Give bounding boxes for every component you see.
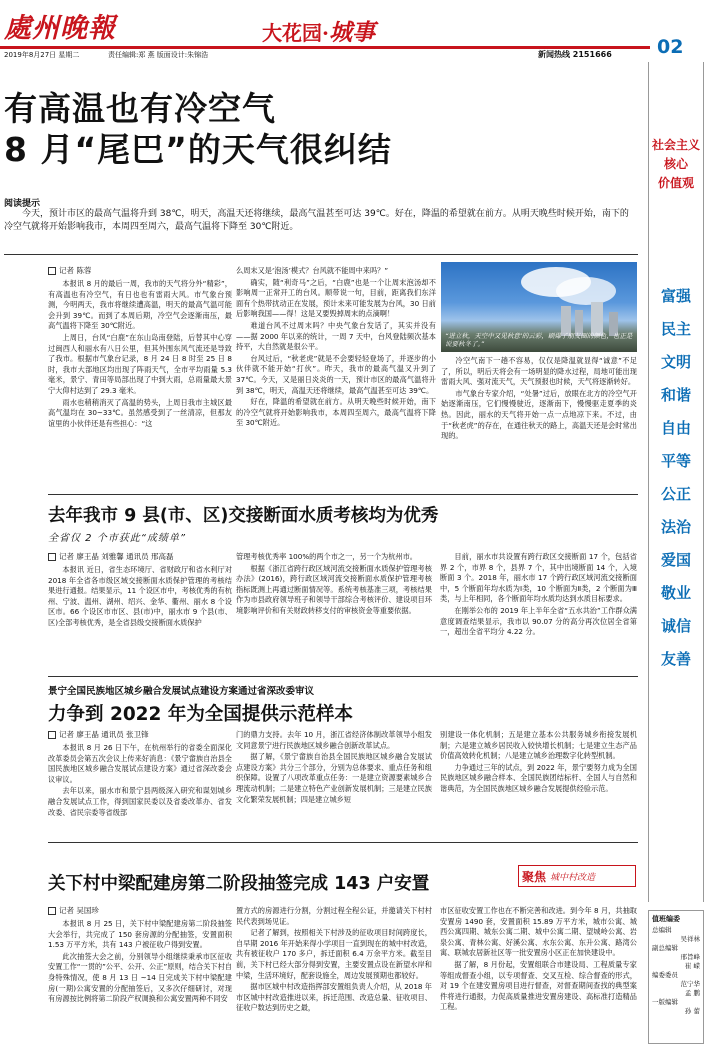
lead-headline	[4, 88, 624, 170]
byline-box-icon	[48, 907, 56, 915]
section-sub: 城事	[328, 19, 375, 46]
value-word: 自由	[660, 419, 691, 437]
story3-c2-p1: 门的鼎力支持。去年 10 月，浙江省经济体制改革领导小组发文同意景宁进行民族地区城乡融合创新改革试点。	[236, 730, 432, 750]
story2-c3-p1: 目前，丽水市共设置有跨行政区交接断面 17 个，包括省界 2 个，市界 8 个，县界 7 个，其中出境断面 14 个，入境断面 3 个。2018 年，丽水市 17 个跨行政区域河流交接断面中，5 个断面年均水质为Ⅰ类，10 个断面为Ⅱ类，2 个断面为Ⅲ类，与上年相同，各个断面年均水质均达到水质目标要求。	[440, 552, 637, 604]
value-word: 公正	[660, 485, 691, 503]
value-word: 诚信	[660, 617, 691, 635]
story2-subhead: 全省仅 2 个市获此“成绩单”	[48, 533, 187, 544]
value-word: 敬业	[660, 584, 691, 602]
story2-byline	[48, 552, 232, 562]
story3-kicker: 景宁全国民族地区城乡融合发展试点建设方案通过省深改委审议	[48, 686, 315, 697]
reading-tip-summary: 今天，预计市区的最高气温将升到 38℃，明天，高温天还将继续，最高气温甚至可达 39℃。好在，降温的希望就在前方。从明天晚些时候开始，南下的冷空气就将开始影响我市，本周四至周六，最高气温将下降至 30℃附近。	[4, 209, 629, 232]
credit-role: 编委委员	[652, 971, 678, 979]
story4-headline: 关下村中梁配建房第二阶段抽签完成 143 户安置	[48, 874, 430, 894]
story4-byline-text: 记者 吴国珍	[59, 906, 99, 915]
hotline-number: 2151666	[572, 50, 612, 59]
story4-byline	[48, 906, 232, 916]
lead-byline	[48, 266, 232, 276]
lead-c1-p1: 本报讯 8 月的最后一周，我市的天气将分外“精彩”，有高温也有冷空气，有日也也有雷雨大风。市气象台预测，今明两天，我市将继续遭高温，明天的最高气温可能会升到 39℃。而到了本周后期，冷空气会逐渐南压，最高气温将下降至 30℃附近。	[48, 279, 232, 331]
story3-col-3	[440, 730, 637, 836]
sidebar-title-line3: 价值观	[657, 176, 694, 190]
story4-col-3	[440, 906, 637, 1044]
credit-name: 孟 鹏	[684, 989, 700, 997]
lead-col-1	[48, 266, 232, 490]
value-word: 民主	[660, 320, 691, 338]
lead-col-3	[441, 356, 637, 488]
editor-line: 责任编辑:郑 燕 版面设计:朱锦浩	[108, 51, 209, 59]
value-word: 和谐	[660, 386, 691, 404]
section-name: 大花园	[262, 21, 322, 45]
story3-headline: 力争到 2022 年为全国提供示范样本	[48, 704, 353, 725]
story3-c3-p2: 力争通过三年的试点，到 2022 年，景宁要努力成为全国民族地区城乡融合样本、全国民族团结标杆、全国人与自然和谐典范，为全国民族地区城乡融合发展提供经验示范。	[440, 762, 637, 793]
story2-c2-p2: 根据《浙江省跨行政区域河流交接断面水质保护管理考核办法》(2016)，跨行政区域河流交接断面水质保护管理考核指标既测上再通过断面情况等。系统考核基准三项，考核结果作为市县政府领导班子和领导干部综合考核评价、建设项目环境影响评价和有关财政转移支付的审核资金等重要依据。	[236, 563, 432, 615]
story4-c3-p2: 据了解，8 月份起，安置组联合市建设局、工程质量专家等组成督查小组，以专项督查、交叉互检、综合督查的形式，对 19 个在建安置房项目进行督查，对督查期间查找的典型案件将进行通报，力促高质量推进安置房建设、高标准打造精品工程。	[440, 959, 637, 1012]
credit-name: 崔 嵘	[684, 962, 700, 970]
lead-headline-line2: 8 月“尾巴”的天气很纠结	[4, 130, 392, 169]
story3-byline-text: 记者 廖王晶 通讯员 张卫锋	[59, 730, 149, 739]
credit-role: 总编辑	[652, 926, 672, 934]
value-word: 法治	[660, 518, 691, 536]
story3-col-2	[236, 730, 432, 836]
lead-col-2	[236, 266, 436, 490]
lead-photo	[441, 262, 637, 352]
credit-name: 邢旨峰	[680, 953, 700, 961]
story4-top-divider	[48, 842, 638, 843]
story4-c2-p3: 据市区城中村改造指挥部安置组负责人介绍，从 2018 年市区城中村改造推进以来，拆迁范围、改造总量、征收项目、征收户数达到历史之最，	[236, 982, 432, 1013]
lead-c2-p2: 确实，随“利奇马”之后，“白鹿”也是一个让周末泡汤却不影响周一正常开工的台风。顺带说一句，目前，距离我们东洋面有个热带扰动正在发展，预计未来可能发展为台风，30 日前后影响我国——得！这是又要毁掉周末的点滴啊！	[236, 277, 436, 319]
lead-c3-p1: 冷空气南下一趟不容易，仅仅是降温就显得“诚意”不足了，所以，明后天将会有一场明显的降水过程，局地可能出现雷雨大风、强对流天气，天气预报也时候，天气将逐渐转好。	[441, 356, 637, 387]
value-word: 爱国	[660, 551, 691, 569]
hotline-label: 新闻热线	[538, 50, 570, 59]
credit-name: 范宁华	[680, 980, 700, 988]
story4-c1-p1: 本报讯 8 月 25 日，关下村中梁配建房第二阶段抽签大会举行，共完成了 150 套房源的分配抽签，安置面积 1.53 万平方米，共有 143 户被征收户得到安置。	[48, 919, 232, 950]
story3-top-divider	[48, 676, 638, 677]
photo-caption: “进立秋，天空中又见秋意’的云彩，刷爆了朋友圈的颜色，也正是说要秋冬了。”	[445, 332, 633, 348]
cloud-shape	[556, 277, 616, 305]
sidebar-title-line1: 社会主义	[651, 138, 700, 152]
date-line: 2019年8月27日 星期二	[4, 51, 80, 59]
story4-badge-main: 聚焦	[522, 869, 547, 884]
story2-headline: 去年我市 9 县(市、区)交接断面水质考核均为优秀	[48, 506, 439, 526]
value-word: 文明	[660, 353, 691, 371]
credit-role: 副总编辑	[652, 944, 678, 952]
value-word: 平等	[660, 452, 691, 470]
story4-col-2	[236, 906, 432, 1044]
hotline	[538, 49, 612, 60]
page-number: 02	[657, 36, 684, 58]
building-silhouette	[591, 302, 603, 336]
credits-heading: 值班编委	[652, 915, 680, 923]
byline-box-icon	[48, 267, 56, 275]
lead-c2-p3: 难道台风不过周末吗？中央气象台发话了，其实并没有——据 2000 年以来的统计，一周 7 天中，台风登陆频次基本持平，大自然就是很公平。	[236, 320, 436, 352]
sidebar-title	[650, 136, 702, 193]
story4-badge	[518, 865, 636, 887]
lead-headline-line1: 有高温也有冷空气	[4, 89, 276, 128]
story4-c3-p1: 市区征收安置工作也在不断完善和改进。到今年 8 月，共抽取安置房 1490 套，安置面积 15.89 万平方米，城市公寓、城西公寓四期、城东公寓二期、城中公寓二期、望城岭公寓、岩泉公寓、青林公寓、好溪公寓、水东公寓、东升公寓、路湾公寓、联城农居新社区等一批安置房小区正在加快建设中。	[440, 906, 637, 958]
story3-c1-p2: 去年以来，丽水市和景宁县两级深入研究和谋划城乡融合发展试点工作，得到国家民委以及省委改革办、省发改委、省民宗委等省级部	[48, 786, 232, 817]
story2-c1-p1: 本报讯 近日，省生态环境厅、省财政厅和省水利厅对 2018 年全省各市级区域交接断面水质保护管理的考核结果进行通报。结果显示，11 个设区市中，考核优秀的有杭州、宁波、温州、湖州、绍兴、金华、衢州、丽水 8 个设区市。66 个设区市市区、县(市)中，丽水市 9 个县(市、区)全部考核优秀，是全省县级交接断面水质保护	[48, 565, 232, 627]
story2-c2-p1: 管理考核优秀率 100%的两个市之一，另一个为杭州市。	[236, 552, 417, 561]
story2-col-2	[236, 552, 432, 670]
lead-c3-p2: 市气象台专家介绍，“处暑”过后，放眼在北方的冷空气开始逐渐南压，它们慢慢驶近，逐渐南下，慢慢驱走夏季的炎热。因此，丽水的天气将开始一点一点地凉下来。不过，由于“秋老虎”的存在，在通往秋天的路上，高温天还是会时常出现的。	[441, 388, 637, 441]
sidebar-title-line2: 核心	[663, 157, 688, 171]
sidebar-values	[654, 287, 698, 669]
credit-name: 孙 蕾	[684, 1007, 700, 1015]
section-dot: ·	[322, 21, 329, 45]
story4-c1-p2: 此次抽签大会之前，分别领导小组继续秉承市区征收安置工作“一贯的”公平、公开、公正”原则，结合关下村自身特殊情况，使 8 月 13 日 ~14 日完成关下村中梁配建房(一期)公寓安置的分配抽签后，又多次仔细研讨，对现有房源按比例将第二阶段产权调换和公寓安置两种不同安	[48, 951, 232, 1004]
credit-role: 一版编辑	[652, 998, 678, 1006]
lead-c2-p4: 台风过后，“秋老虎”就是不会要轻轻登场了，并逐步的小伙伴就不能开始“打伙”。昨天，我市的最高气温又升到了 37℃。今天，又是丽日炎炎的一天，预计市区的最高气温将升到 38℃，明天，高温天还将继续，最高气温甚至可达 39℃。	[236, 353, 436, 395]
story4-c2-p1: 置方式的房源进行分割，分割过程全程公证，并邀请关下村村民代表到场见证。	[236, 906, 432, 926]
lead-c2-p1: 么周末又是‘泡汤’模式？台风就不能周中来吗？”	[236, 266, 389, 275]
story4-col-1	[48, 906, 232, 1044]
byline-box-icon	[48, 553, 56, 561]
lead-c1-p3: 雨水也稍稍消灭了高温的势头，上周日我市主城区最高气温均在 30~33℃。虽然感受到了一丝清凉，但那友谊里的小伙伴还是有些担心：“这	[48, 397, 232, 428]
story4-badge-sub: 城中村改造	[550, 872, 596, 883]
story2-c3-p2: 在刚举公布的 2019 年上半年全省“五水共治”工作群众满意度调查结果显示，我市以 90.07 分的高分再次位居全省第一，超出全省平均分 4.22 分。	[440, 605, 637, 637]
story2-col-1	[48, 552, 232, 670]
story3-byline	[48, 730, 232, 740]
story3-c2-p2: 据了解，《景宁畲族自治县全国民族地区城乡融合发展试点建设方案》共分三个部分，分别为总体要求、重点任务和组织保障。设置了八项改革重点任务：一是建立资源要素城乡合理流动机制；二是建立特色产业创新发展机制；三是建立民族文化繁荣发展机制；四是建立城乡短	[236, 752, 432, 804]
story3-c3-p1: 别建设一体化机制；五是建立基本公共服务城乡衔接发展机制；六是建立城乡居民收入较快增长机制；七是建立生态产品价值高效转化机制；八是建立城乡治理数字化转型机制。	[440, 730, 637, 761]
story2-top-divider	[48, 494, 638, 495]
byline-box-icon	[48, 731, 56, 739]
section-title	[262, 14, 375, 47]
masthead	[0, 0, 708, 62]
story3-col-1	[48, 730, 232, 836]
lead-c1-p2: 上周日，台风“白鹿”在东山岛南登陆，后替其中心穿过闽西人和丽水有八日公里，但其外围东风气流还是导致了我市。根据市气象台记录，8 月 24 日 8 时至 25 日 8 时，我市大部地区均出现了阵雨天气，全市平均雨量 5.3 毫米，景宁、青田等局部出现了中到大雨，总雨量最大景宁大仰村达到了 29.3 毫米。	[48, 332, 232, 395]
masthead-logo: 處州晚報	[4, 13, 116, 44]
story2-col-3	[440, 552, 637, 670]
story3-c1-p1: 本报讯 8 月 26 日下午，在杭州举行的省委全面深化改革委员会第五次会议上传来好消息：《景宁畲族自治县全国民族地区城乡融合发展试点建设方案》通过省深改委会议审议。	[48, 743, 232, 784]
credit-name: 吴祥林	[680, 935, 700, 943]
reading-tip-label: 阅读提示	[4, 199, 41, 209]
story4-c2-p2: 记者了解到，按照相关下村涉及的征收项目时间跨度长，自早期 2016 年开始来得小学项目一直到现在的城中村改造，共有被征收户 170 多户，拆迁面积 6.4 万余平方米。截至目前，关下村已经大部分得到安置，主要安置点设在新望水岸和中梁，生活环境好，配套设施全，周边发展预期也都较好。	[236, 928, 432, 980]
story2-byline-text: 记者 廖王晶 刘雅馨 通讯员 邢高磊	[59, 552, 174, 561]
lead-byline-text: 记者 陈蓉	[59, 266, 92, 275]
value-word: 友善	[660, 650, 691, 668]
value-word: 富强	[660, 287, 691, 305]
lead-c2-p5: 好在，降温的希望就在前方。从明天晚些时候开始，南下的冷空气就将开始影响我市，本周四至周六，最高气温将下降至 30℃附近。	[236, 397, 436, 428]
sidebar-credits	[648, 910, 704, 1044]
lead-divider	[4, 254, 638, 255]
